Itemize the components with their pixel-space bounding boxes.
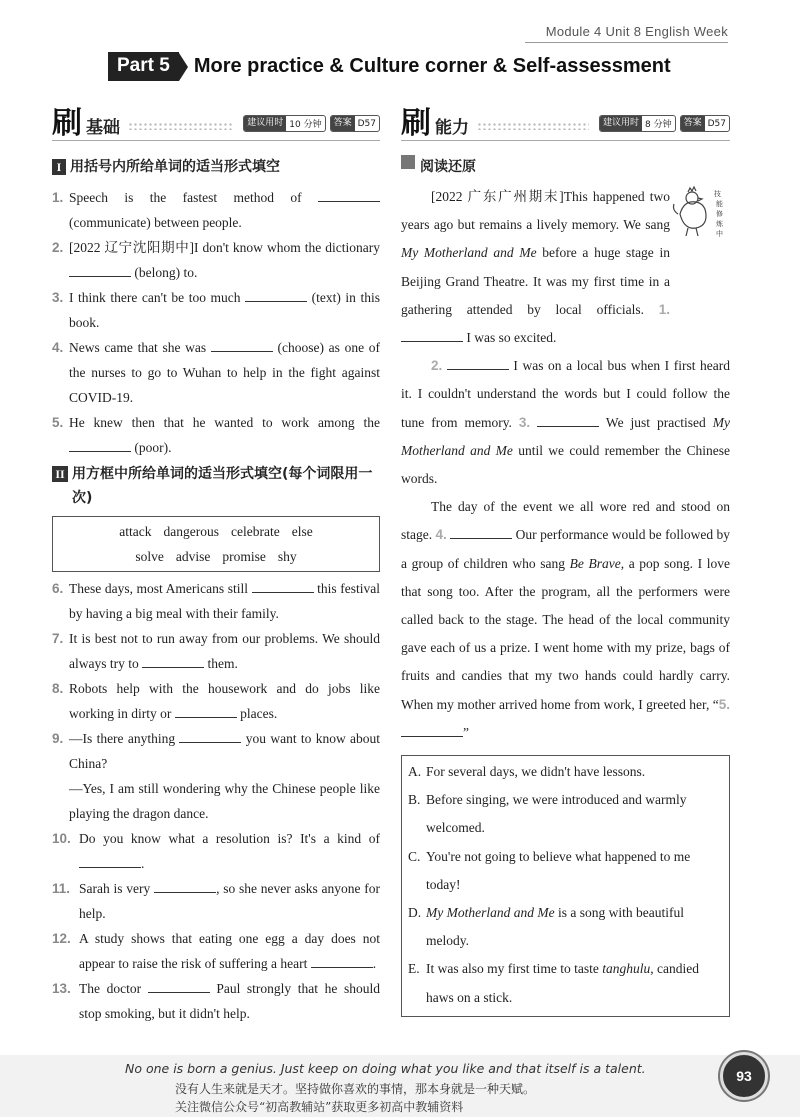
part-arrow-icon	[179, 53, 188, 81]
answer-blank[interactable]	[154, 880, 216, 893]
passage-paragraph-1: [2022 广东广州期末]This happened two years ago but remains a lively memory. We sang My Motherland and Me before a huge stage in Beijing Grand Theatre. It was my first time in a gathering attended by local officials. 1. I was so excited.	[401, 189, 670, 346]
reading-task-title: 阅读还原	[420, 159, 476, 175]
header-rule	[525, 42, 728, 43]
module-unit-header: Module 4 Unit 8 English Week	[545, 24, 728, 39]
answer-blank[interactable]	[252, 580, 314, 593]
question-10: 10. Do you know what a resolution is? It's a kind of .	[52, 831, 380, 871]
roman-numeral: I	[52, 159, 66, 175]
option-d: D. My Motherland and Me is a song with beautiful melody.	[408, 905, 684, 949]
question-2: 2. [2022 辽宁沈阳期中]I don't know whom the dictionary (belong) to.	[52, 240, 380, 280]
task-1-heading	[52, 155, 380, 179]
question-8: 8. Robots help with the housework and do jobs like working in dirty or places.	[52, 681, 380, 721]
question-13: 13. The doctor Paul strongly that he should stop smoking, but it didn't help.	[52, 981, 380, 1021]
option-e: E. It was also my first time to taste tanghulu, candied haws on a stick.	[408, 961, 699, 1005]
question-9: 9. —Is there anything you want to know about China? —Yes, I am still wondering why the Chinese people like playing the dragon dance.	[52, 731, 381, 821]
answer-blank[interactable]	[148, 980, 210, 993]
answer-blank[interactable]	[318, 189, 380, 202]
question-11: 11. Sarah is very , so she never asks anyone for help.	[52, 881, 381, 921]
word-box: attack dangerous celebrate else solve advise promise shy	[52, 516, 380, 572]
section-brush-glyph: 刷	[52, 106, 82, 141]
answer-blank[interactable]	[311, 955, 373, 968]
option-c: C. You're not going to believe what happened to me today!	[408, 848, 691, 892]
question-6: 6. These days, most Americans still this festival by having a big meal with their family.	[52, 581, 380, 621]
answer-blank[interactable]	[142, 655, 204, 668]
passage-paragraph-2: 2. I was on a local bus when I first heard it. I couldn't understand the words but I could follow the tune from memory. 3. We just practised My Motherland and Me until we could remember the Chinese words.	[401, 358, 731, 487]
part-title-bar	[108, 52, 671, 81]
svg-text:炼: 炼	[716, 220, 723, 228]
section-name: 基础	[86, 118, 120, 138]
dotted-divider	[128, 122, 233, 130]
answer-blank[interactable]	[69, 439, 131, 452]
motto-chinese: 没有人生来就是天才。坚持做你喜欢的事情，那本身就是一种天赋。	[175, 1082, 536, 1096]
ability-section	[401, 102, 730, 1017]
question-4: 4. News came that she was (choose) as one of the nurses to go to Wuhan to help in the fight against COVID-19.	[52, 340, 381, 405]
svg-text:能: 能	[716, 200, 723, 208]
basic-section	[52, 102, 380, 1026]
roman-numeral: II	[52, 466, 68, 482]
answer-blank[interactable]	[450, 526, 512, 539]
answer-blank[interactable]	[401, 329, 463, 342]
rooster-mascot-icon	[670, 184, 726, 242]
square-bullet-icon	[401, 155, 415, 169]
answer-blank[interactable]	[245, 289, 307, 302]
answer-blank[interactable]	[179, 730, 241, 743]
basic-section-header	[52, 102, 380, 141]
section-brush-glyph: 刷	[401, 106, 431, 141]
ability-section-header	[401, 102, 730, 141]
answer-blank[interactable]	[69, 264, 131, 277]
page-number-wheel-icon	[720, 1052, 768, 1100]
question-3: 3. I think there can't be too much (text) in this book.	[52, 290, 380, 330]
page-number: 93	[736, 1068, 752, 1084]
question-5: 5. He knew then that he wanted to work among the (poor).	[52, 415, 380, 455]
wechat-notice: 关注微信公众号“初高教辅站”获取更多初高中教辅资料	[175, 1100, 464, 1114]
svg-text:中: 中	[716, 230, 723, 238]
part-title: More practice & Culture corner & Self-assessment	[193, 55, 671, 77]
suggested-time-badge: 建议用时 8 分钟	[599, 115, 676, 132]
suggested-time-badge: 建议用时 10 分钟	[243, 115, 325, 132]
question-7: 7. It is best not to run away from our problems. We should always try to them.	[52, 631, 380, 671]
answer-blank[interactable]	[447, 357, 509, 370]
answer-blank[interactable]	[211, 339, 273, 352]
question-1: 1. Speech is the fastest method of (communicate) between people.	[52, 185, 380, 235]
passage-paragraph-3: The day of the event we all wore red and stood on stage. 4. Our performance would be followed by a group of children who sang Be Brave, a pop song. I love that song too. After the program, all the performers were called back to the stage. The head of the local community gave each of us a prize. I went home with my prize, bags of fruits and candies that my two hands could hardly carry. When my mother arrived home from work, I greeted her, “5. ”	[401, 499, 730, 740]
answer-blank[interactable]	[537, 414, 599, 427]
question-12: 12. A study shows that eating one egg a day does not appear to raise the risk of suffering a heart .	[52, 931, 380, 971]
part-label: Part 5	[108, 52, 179, 81]
motto-english: No one is born a genius. Just keep on doing what you like and that itself is a talent.	[125, 1061, 646, 1076]
answer-page-badge: 答案 D57	[330, 115, 380, 132]
reading-task-heading	[401, 155, 730, 179]
svg-text:技: 技	[714, 190, 721, 198]
option-b: B. Before singing, we were introduced and warmly welcomed.	[408, 792, 687, 836]
answer-blank[interactable]	[401, 724, 463, 737]
section-name: 能力	[435, 118, 469, 138]
answer-page-badge: 答案 D57	[680, 115, 730, 132]
answer-blank[interactable]	[175, 705, 237, 718]
options-box	[401, 755, 730, 1017]
task-2-heading	[52, 462, 380, 510]
answer-blank[interactable]	[79, 855, 141, 868]
task-2-title: 用方框中所给单词的适当形式填空(每个词限用一次)	[72, 466, 373, 506]
svg-text:修: 修	[716, 210, 723, 218]
dotted-divider	[477, 122, 589, 130]
task-1-title: 用括号内所给单词的适当形式填空	[70, 159, 280, 175]
option-a: A. For several days, we didn't have lessons.	[408, 764, 646, 780]
